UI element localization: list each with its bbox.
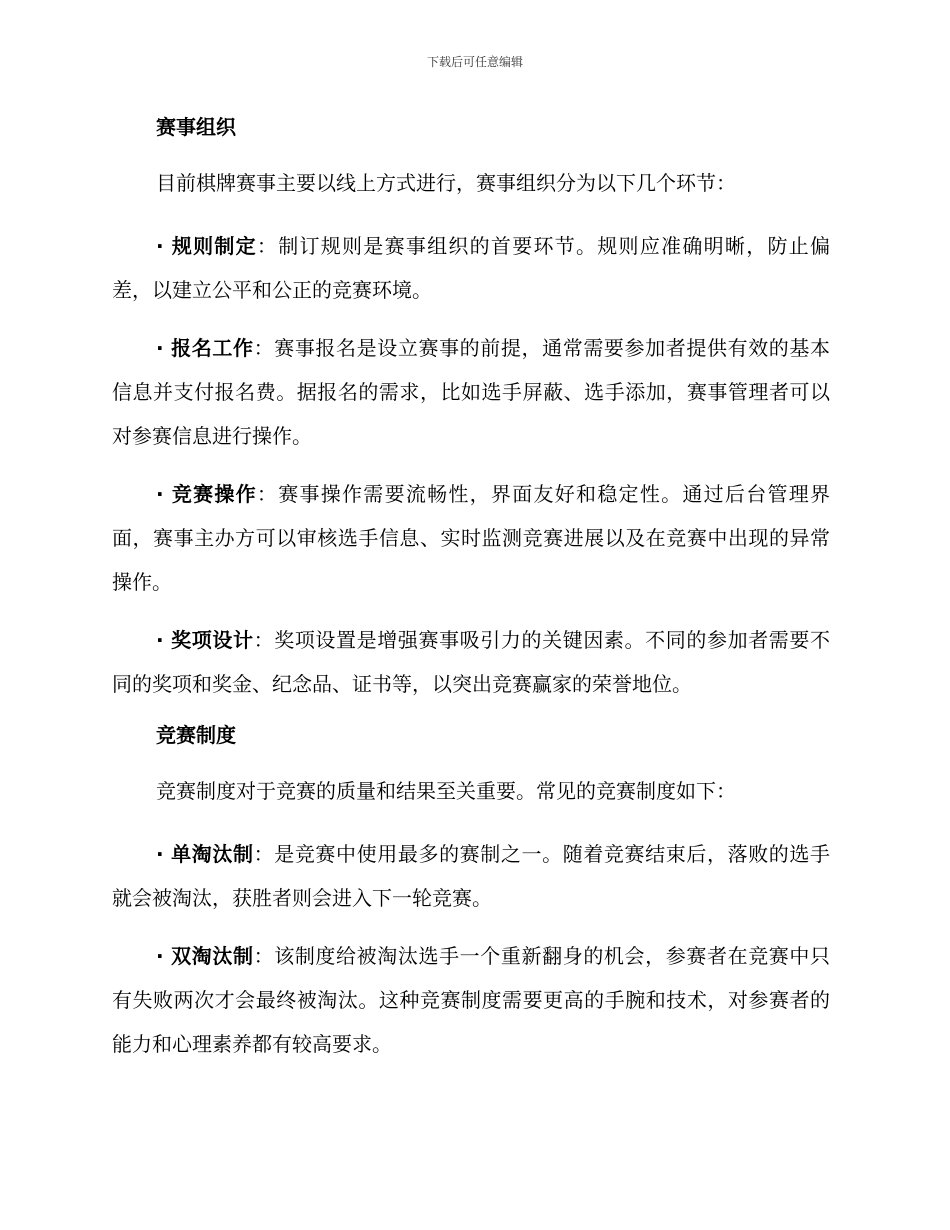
section-heading-competition-system: 竞赛制度 <box>156 723 236 747</box>
item-description: 是竞赛中使用最多的赛制之一。随着竞赛结束后，落败的选手就会被淘汰，获胜者则会进入下一轮竞赛。 <box>112 842 831 910</box>
section-intro: 竞赛制度对于竞赛的质量和结果至关重要。常见的竞赛制度如下： <box>156 779 736 803</box>
item-separator: ： <box>253 336 275 360</box>
item-description: 制订规则是赛事组织的首要环节。规则应准确明晰，防止偏差，以建立公平和公正的竞赛环境。 <box>112 234 831 302</box>
item-separator: ： <box>253 944 275 968</box>
item-description: 奖项设置是增强赛事吸引力的关键因素。不同的参加者需要不同的奖项和奖金、纪念品、证书等，以突出竞赛赢家的荣誉地位。 <box>112 628 831 696</box>
list-item <box>112 224 830 312</box>
list-item <box>112 832 830 920</box>
page-header: 下载后可任意编辑 <box>426 55 523 69</box>
item-term: · 单淘汰制 <box>156 842 254 866</box>
document-body <box>112 112 830 1080</box>
item-separator: ： <box>253 842 275 866</box>
list-item <box>112 934 830 1066</box>
section-intro: 目前棋牌赛事主要以线上方式进行，赛事组织分为以下几个环节： <box>156 171 736 195</box>
item-description: 赛事报名是设立赛事的前提，通常需要参加者提供有效的基本信息并支付报名费。据报名的需求，比如选手屏蔽、选手添加，赛事管理者可以对参赛信息进行操作。 <box>112 336 831 448</box>
list-item <box>112 472 830 604</box>
item-term: · 报名工作 <box>156 336 254 360</box>
list-item <box>112 618 830 706</box>
item-separator: ： <box>253 628 275 652</box>
list-item <box>112 326 830 458</box>
item-term: · 奖项设计 <box>156 628 254 652</box>
item-separator: ： <box>256 482 279 506</box>
item-description: 赛事操作需要流畅性，界面友好和稳定性。通过后台管理界面，赛事主办方可以审核选手信息、实时监测竞赛进展以及在竞赛中出现的异常操作。 <box>112 482 831 594</box>
item-description: 该制度给被淘汰选手一个重新翻身的机会，参赛者在竞赛中只有失败两次才会最终被淘汰。这种竞赛制度需要更高的手腕和技术，对参赛者的能力和心理素养都有较高要求。 <box>112 944 831 1056</box>
item-separator: ： <box>256 234 279 258</box>
item-term: · 规则制定 <box>156 234 257 258</box>
item-term: · 双淘汰制 <box>156 944 254 968</box>
item-term: · 竞赛操作 <box>156 482 257 506</box>
section-heading-event-organization: 赛事组织 <box>156 115 236 139</box>
